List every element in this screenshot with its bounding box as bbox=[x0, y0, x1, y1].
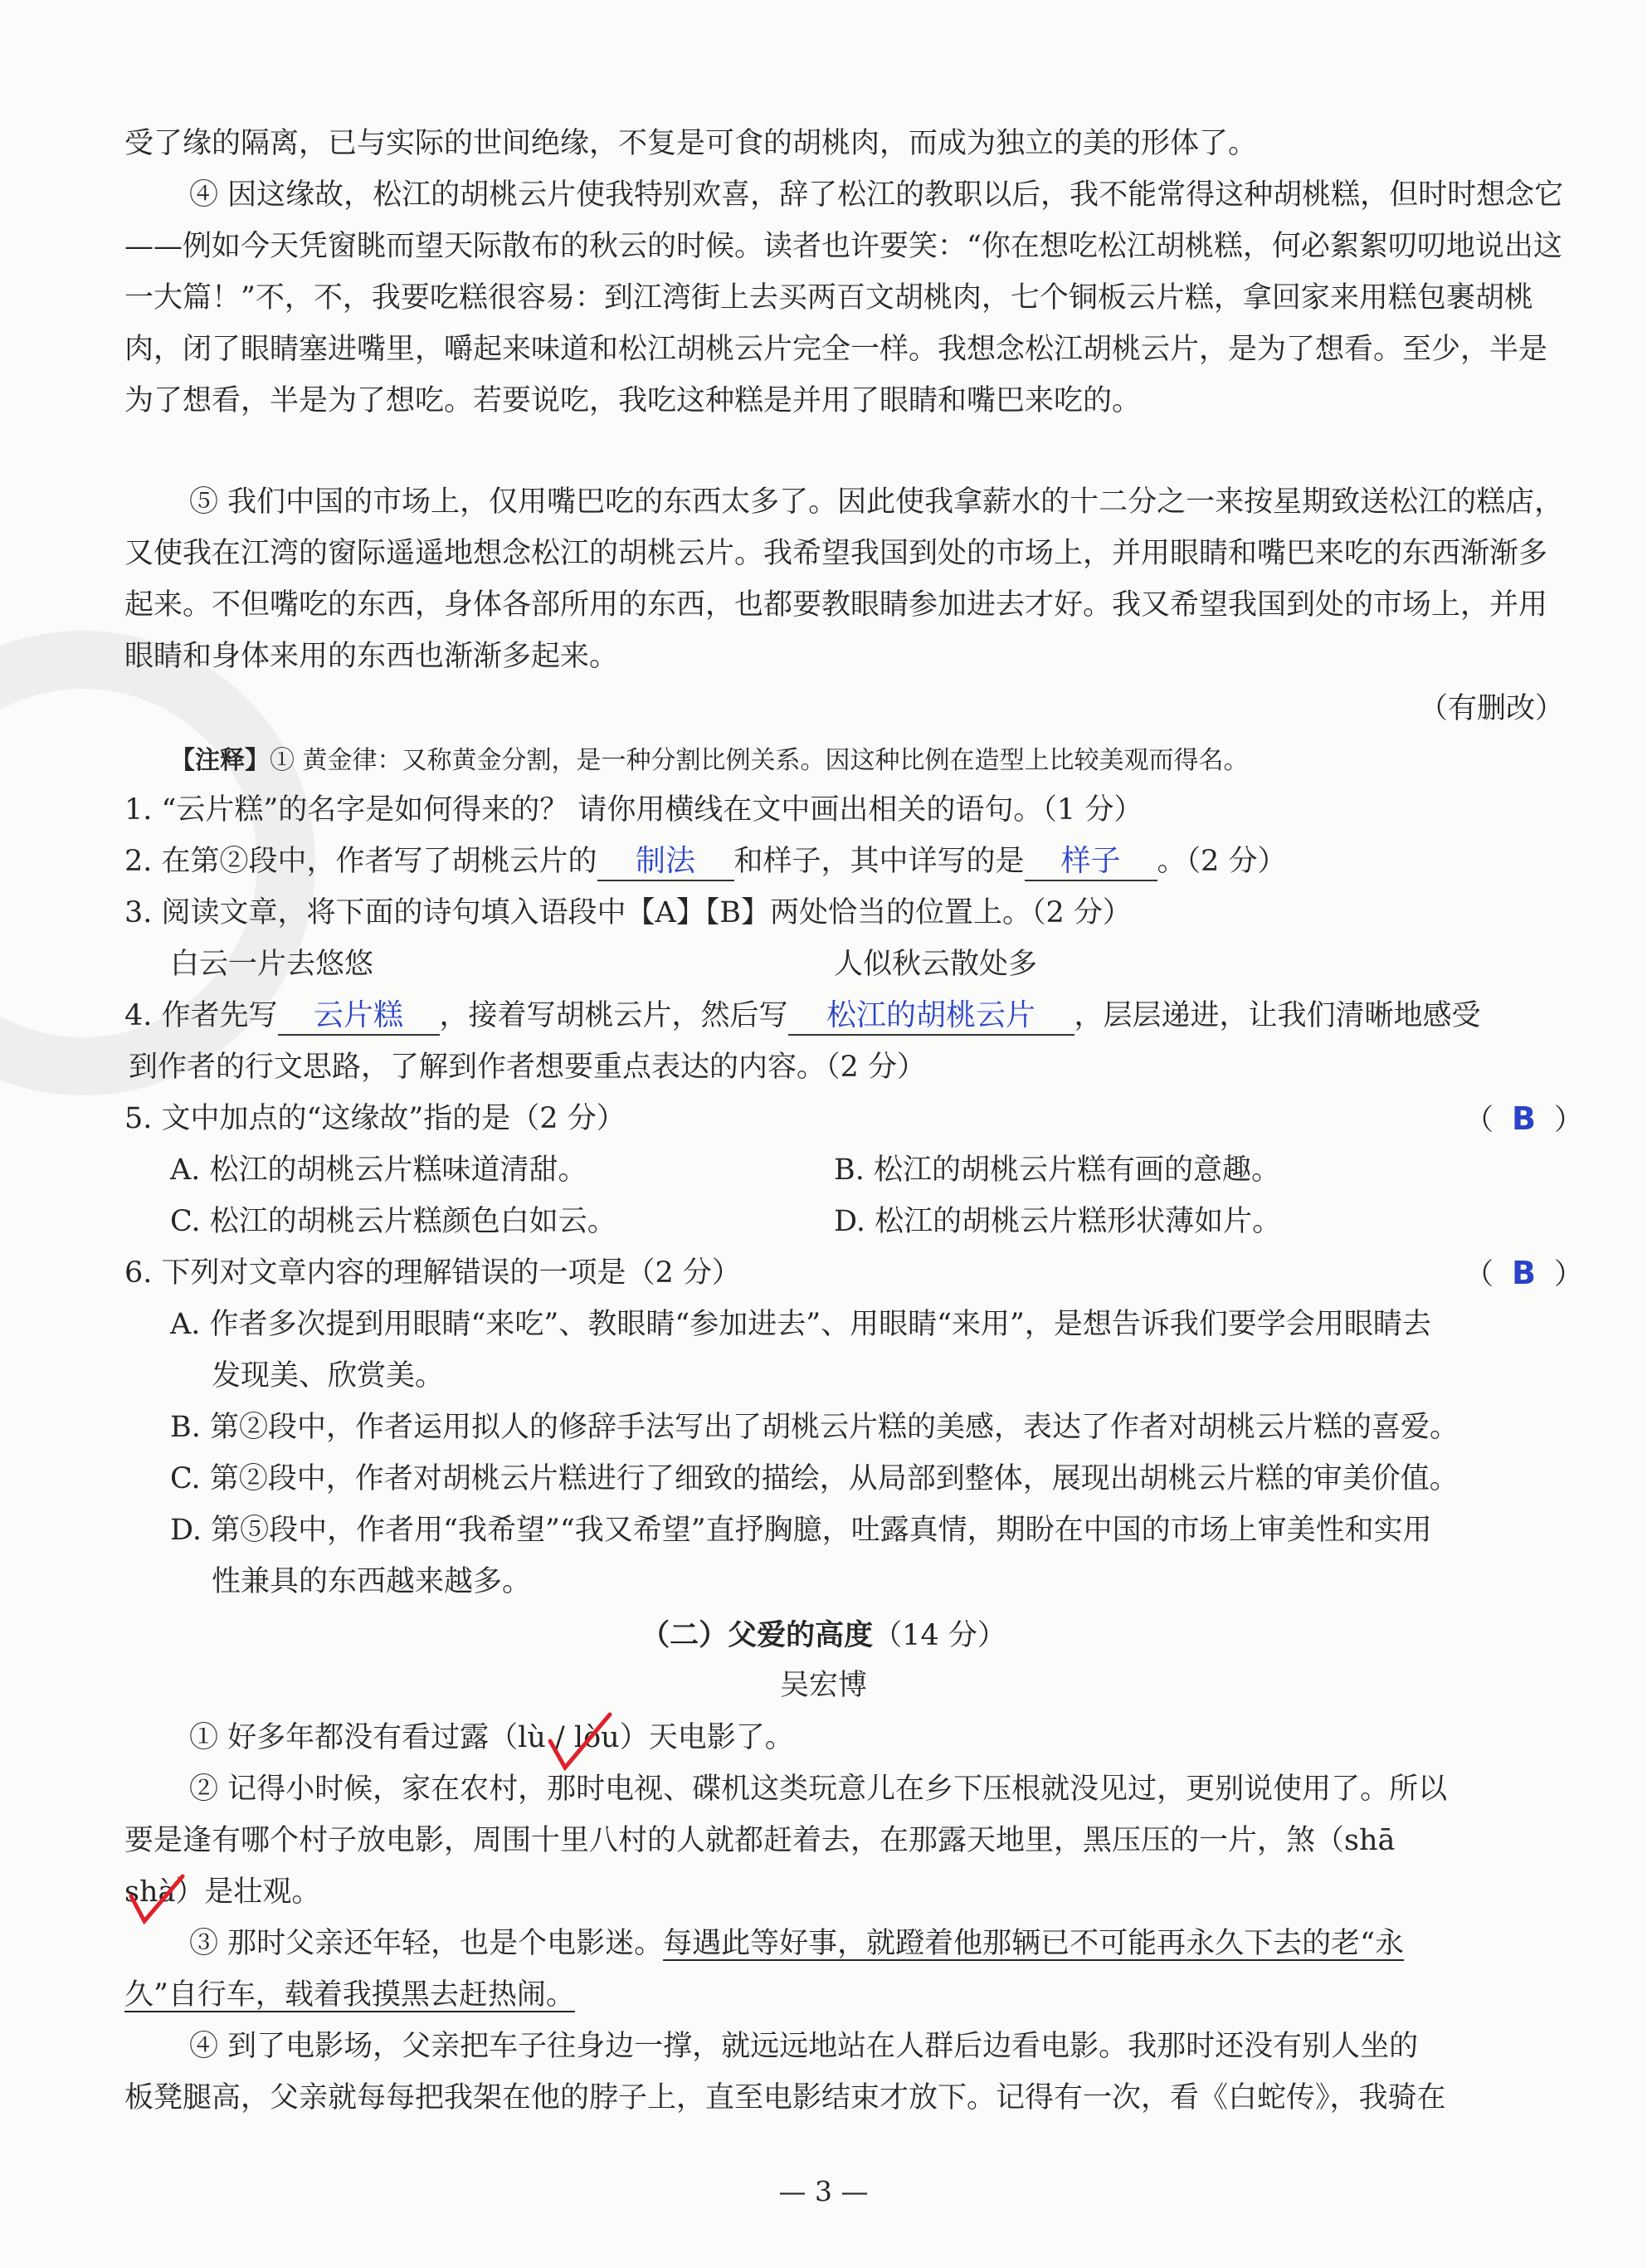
section-2-heading bbox=[0, 1610, 1647, 1661]
q6-option-a-line-1: A. 作者多次提到用眼睛“来吃”、教眼睛“参加进去”、用眼睛“来用”，是想告诉我们要学会用眼睛去 bbox=[170, 1308, 1431, 1341]
q2-answer-1: 制法 bbox=[636, 844, 696, 878]
section-2-title: （二）父爱的高度 bbox=[641, 1619, 874, 1652]
q4-blank-2[interactable] bbox=[788, 997, 1074, 1036]
q2-blank-2[interactable] bbox=[1025, 843, 1157, 881]
q5-option-c: C. 松江的胡桃云片糕颜色白如云。 bbox=[170, 1205, 616, 1238]
p2-paragraph-1: ① 好多年都没有看过露（lù / lòu）天电影了。 bbox=[189, 1721, 794, 1754]
question-1: 1. “云片糕”的名字是如何得来的？ 请你用横线在文中画出相关的语句。（1 分） bbox=[124, 793, 1143, 827]
section-2-author: 吴宏博 bbox=[779, 1669, 867, 1702]
p2-paragraph-4-line-1: ④ 到了电影场，父亲把车子往身边一撑，就远远地站在人群后边看电影。我那时还没有别人坐的 bbox=[189, 2030, 1419, 2063]
question-6: 6. 下列对文章内容的理解错误的一项是（2 分） bbox=[124, 1256, 741, 1290]
annotation bbox=[170, 735, 1249, 787]
q5-option-b: B. 松江的胡桃云片糕有画的意趣。 bbox=[834, 1154, 1280, 1187]
p2-paragraph-3-line-2 bbox=[124, 1969, 575, 2021]
q2-middle: 和样子，其中详写的是 bbox=[733, 845, 1025, 878]
annotation-label: 【注释】 bbox=[170, 746, 270, 775]
paragraph-5: ⑤ 我们中国的市场上，仅用嘴巴吃的东西太多了。因此使我拿薪水的十二分之一来按星期致送松江的糕店，又使我在江湾的窗际遥遥地想念松江的胡桃云片。我希望我国到处的市场上，并用眼睛和嘴巴来吃的东西渐渐多起来。不但嘴吃的东西，身体各部所用的东西，也都要教眼睛参加进去才好。我又希望我国到处的市场上，并用眼睛和身体来用的东西也渐渐多起来。 bbox=[124, 485, 1564, 673]
question-4-line-2: 到作者的行文思路，了解到作者想要重点表达的内容。（2 分） bbox=[129, 1051, 926, 1084]
p2-paragraph-4-line-2: 板凳腿高，父亲就每每把我架在他的脖子上，直至电影结束才放下。记得有一次，看《白蛇传》，我骑在 bbox=[124, 2081, 1446, 2114]
q2-suffix: 。（2 分） bbox=[1157, 845, 1287, 878]
check-mark-icon bbox=[124, 1871, 191, 1929]
underlined-sentence-end: 久”自行车，载着我摸黑去赶热闹。 bbox=[124, 1978, 575, 2012]
q5-answer-box[interactable]: （ B ） bbox=[1464, 1100, 1583, 1137]
q5-option-d: D. 松江的胡桃云片糕形状薄如片。 bbox=[834, 1205, 1282, 1238]
q6-answer-box[interactable]: （ B ） bbox=[1464, 1255, 1583, 1291]
check-mark-stroke bbox=[131, 1876, 183, 1921]
underlined-sentence: 每遇此等好事，就蹬着他那辆已不可能再永久下去的老“永 bbox=[663, 1927, 1405, 1960]
question-2 bbox=[124, 836, 1286, 887]
question-3: 3. 阅读文章，将下面的诗句填入语段中【A】【B】两处恰当的位置上。（2 分） bbox=[124, 896, 1132, 929]
q5-answer: B bbox=[1512, 1100, 1536, 1137]
q4-answer-2: 松江的胡桃云片 bbox=[826, 998, 1036, 1032]
q5-option-a: A. 松江的胡桃云片糕味道清甜。 bbox=[170, 1154, 587, 1187]
source-note: （有删改） bbox=[1418, 692, 1564, 725]
q6-answer: B bbox=[1512, 1255, 1536, 1291]
p2-paragraph-2-line-1: ② 记得小时候，家在农村，那时电视、碟机这类玩意儿在乡下压根就没见过，更别说使用了。所以 bbox=[189, 1773, 1448, 1806]
question-5: 5. 文中加点的“这缘故”指的是（2 分） bbox=[124, 1102, 626, 1135]
poem-line-a: 白云一片去悠悠 bbox=[170, 948, 374, 981]
section-2-score: （14 分） bbox=[873, 1619, 1006, 1652]
q4-middle: ，接着写胡桃云片，然后写 bbox=[439, 999, 788, 1032]
q4-blank-1[interactable] bbox=[278, 997, 440, 1036]
q6-option-c: C. 第②段中，作者对胡桃云片糕进行了细致的描绘，从局部到整体，展现出胡桃云片糕的审美价值。 bbox=[170, 1462, 1459, 1495]
p2-paragraph-2-line-2: 要是逢有哪个村子放电影，周围十里八村的人就都赶着去，在那露天地里，黑压压的一片，煞（shā bbox=[124, 1824, 1396, 1857]
p2-p3-text: ③ 那时父亲还年轻，也是个电影迷。 bbox=[189, 1927, 664, 1960]
p2-paragraph-3-line-1 bbox=[189, 1918, 1404, 1969]
page-number: — 3 — bbox=[778, 2175, 869, 2207]
q4-prefix: 4. 作者先写 bbox=[124, 999, 278, 1032]
poem-line-b: 人似秋云散处多 bbox=[834, 948, 1038, 981]
q6-option-b: B. 第②段中，作者运用拟人的修辞手法写出了胡桃云片糕的美感，表达了作者对胡桃云片糕的喜爱。 bbox=[170, 1411, 1459, 1444]
q4-answer-1: 云片糕 bbox=[314, 998, 404, 1032]
q6-option-a-line-2: 发现美、欣赏美。 bbox=[212, 1359, 445, 1393]
q2-blank-1[interactable] bbox=[597, 843, 734, 881]
q6-option-d-line-1: D. 第⑤段中，作者用“我希望”“我又希望”直抒胸臆，吐露真情，期盼在中国的市场上审美性和实用 bbox=[170, 1514, 1432, 1547]
q6-option-d-line-2: 性兼具的东西越来越多。 bbox=[212, 1565, 532, 1598]
check-mark-icon bbox=[543, 1710, 618, 1776]
check-mark-stroke bbox=[550, 1714, 610, 1768]
q2-answer-2: 样子 bbox=[1060, 844, 1121, 878]
question-4 bbox=[124, 990, 1481, 1041]
q2-prefix: 2. 在第②段中，作者写了胡桃云片的 bbox=[124, 845, 597, 878]
paragraph-4: ④ 因这缘故，松江的胡桃云片使我特别欢喜，辞了松江的教职以后，我不能常得这种胡桃糕，但时时想念它——例如今天凭窗眺而望天际散布的秋云的时候。读者也许要笑：“你在想吃松江胡桃糕，何必絮絮叨叨地说出这一大篇！”不，不，我要吃糕很容易：到江湾街上去买两百文胡桃肉，七个铜板云片糕，拿回家来用糕包裹胡桃肉，闭了眼睛塞进嘴里，嚼起来味道和松江胡桃云片完全一样。我想念松江胡桃云片，是为了想看。至少，半是为了想看，半是为了想吃。若要说吃，我吃这种糕是并用了眼睛和嘴巴来吃的。 bbox=[124, 178, 1564, 417]
annotation-text: ① 黄金律：又称黄金分割，是一种分割比例关系。因这种比例在造型上比较美观而得名。 bbox=[270, 746, 1249, 775]
p2-paragraph-2-line-3: shà）是壮观。 bbox=[124, 1875, 321, 1909]
q4-suffix: ，层层递进，让我们清晰地感受 bbox=[1074, 999, 1481, 1032]
passage-line: 受了缘的隔离，已与实际的世间绝缘，不复是可食的胡桃肉，而成为独立的美的形体了。 bbox=[124, 127, 1258, 160]
